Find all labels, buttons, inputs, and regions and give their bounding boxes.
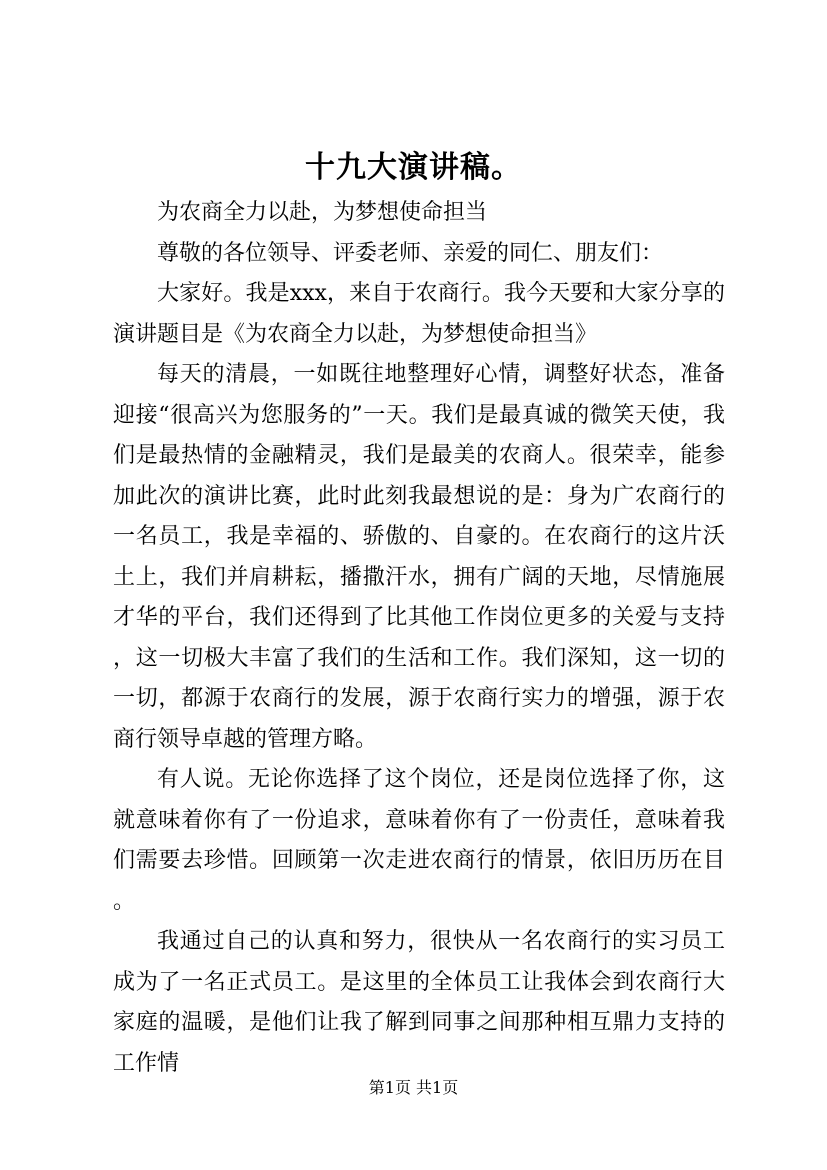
- body-paragraph: 有人说。无论你选择了这个岗位，还是岗位选择了你，这就意味着你有了一份追求，意味着你有了一份责任，意味着我们需要去珍惜。回顾第一次走进农商行的情景，依旧历历在目。: [113, 767, 725, 914]
- page-footer: 第1页 共1页: [368, 1078, 459, 1097]
- intro-paragraph: 大家好。我是xxx，来自于农商行。我今天要和大家分享的演讲题目是《为农商全力以赴，为梦想使命担当》: [113, 281, 725, 347]
- body-paragraph: 我通过自己的认真和努力，很快从一名农商行的实习员工成为了一名正式员工。是这里的全体员工让我体会到农商行大家庭的温暖，是他们让我了解到同事之间那种相互鼎力支持的工作情: [113, 929, 725, 1076]
- salutation-paragraph: 尊敬的各位领导、评委老师、亲爱的同仁、朋友们：: [157, 240, 664, 266]
- subtitle-paragraph: 为农商全力以赴，为梦想使命担当: [157, 200, 488, 225]
- document-title: 十九大演讲稿。: [305, 150, 522, 185]
- body-paragraph: 每天的清晨，一如既往地整理好心情，调整好状态，准备迎接“很高兴为您服务的”一天。我们是最真诚的微笑天使，我们是最热情的金融精灵，我们是最美的农商人。很荣幸，能参加此次的演讲比赛，此时此刻我最想说的是：身为广农商行的一名员工，我是幸福的、骄傲的、自豪的。在农商行的这片沃土上，我们并肩耕耘，播撒汗水，拥有广阔的天地，尽情施展才华的平台，我们还得到了比其他工作岗位更多的关爱与支持，这一切极大丰富了我们的生活和工作。我们深知，这一切的一切，都源于农商行的发展，源于农商行实力的增强，源于农商行领导卓越的管理方略。: [113, 362, 725, 752]
- document-body: [113, 193, 725, 1084]
